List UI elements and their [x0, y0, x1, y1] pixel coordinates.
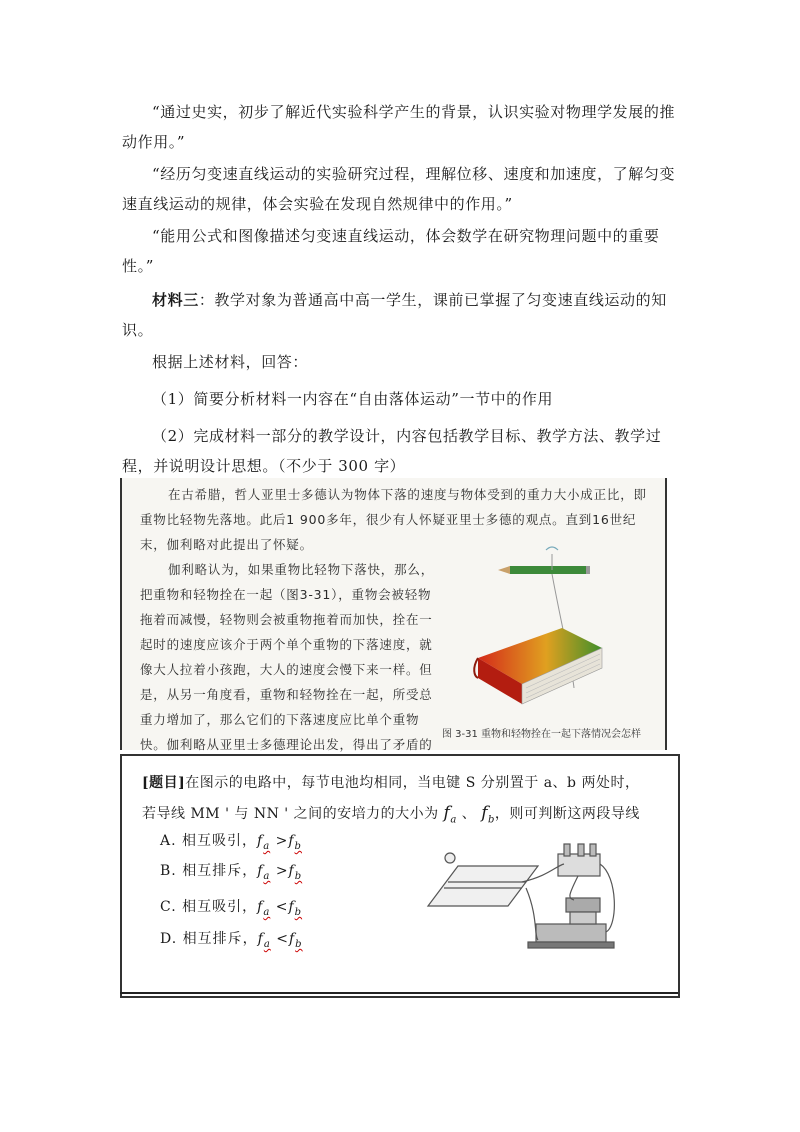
quote-paragraph-2: “经历匀变速直线运动的实验研究过程，理解位移、速度和加速度，了解匀变速直线运动的规律，体会实验在发现自然规律中的作用。” [122, 165, 676, 213]
quote-paragraph-1: “通过史实，初步了解近代实验科学产生的背景，认识实验对物理学发展的推动作用。” [122, 103, 676, 151]
option-b: B. 相互排斥，$f_a >f_b$ [160, 863, 303, 882]
textbook-excerpt-image [120, 478, 667, 750]
force-symbol-a: $f_a$ [443, 803, 457, 826]
book-icon [474, 628, 602, 704]
question-stem [142, 768, 672, 835]
material-three-paragraph [122, 285, 678, 345]
material-three-label: 材料三 [152, 291, 199, 309]
option-c: C. 相互吸引，$f_a <f_b$ [160, 899, 303, 918]
question-2: （2）完成材料一部分的教学设计，内容包括教学目标、教学方法、教学过程，并说明设计思想。（不少于 300 字） [122, 427, 662, 475]
exam-question-box [120, 754, 680, 998]
question-1: （1）简要分析材料一内容在“自由落体运动”一节中的作用 [152, 390, 554, 408]
pencil-icon [498, 566, 590, 574]
question-stem-line-1: 在图示的电路中，每节电池均相同，当电键 S 分别置于 a、b 两处时， [185, 775, 640, 791]
quote-paragraph-3: “能用公式和图像描述匀变速直线运动，体会数学在研究物理问题中的重要性。” [122, 227, 660, 275]
option-a: A. 相互吸引，$f_a >f_b$ [160, 833, 302, 852]
question-stem-line-3: ，则可判断这两段导线 [494, 806, 640, 822]
question-stem-line-2: 若导线 MM ' 与 NN ' 之间的安培力的大小为 [142, 806, 439, 822]
excerpt-paragraph-1: 在古希腊，哲人亚里士多德认为物体下落的速度与物体受到的重力大小成正比，即重物比轻物先落地。此后1 900多年，很少有人怀疑亚里士多德的观点。直到16世纪末，伽利略对此提出了怀疑。 [140, 487, 647, 552]
material-three-text: ：教学对象为普通高中高一学生，课前已掌握了匀变速直线运动的知识。 [122, 291, 667, 339]
excerpt-paragraph-2: 伽利略认为，如果重物比轻物下落快，那么，把重物和轻物拴在一起（图3-31），重物会被轻物拖着而减慢，轻物则会被重物拖着而加快，拴在一起时的速度应该介于两个单个重物的下落速度，就像大人拉着小孩跑，大人的速度会慢下来一样。但是，从另一角度看，重物和轻物拴在一起，所受总重力增加了，那么它们的下落速度应比单个重物快。伽利略从亚里士多德理论出发，得出了矛盾的 [140, 562, 435, 752]
question-label: [题目] [142, 775, 186, 791]
bottom-rule [120, 992, 678, 994]
force-symbol-b: $f_b$ [481, 803, 495, 826]
prompt-paragraph: 根据上述材料，回答： [152, 353, 309, 371]
figure-caption: 图 3-31 重物和轻物拴在一起下落情况会怎样 [442, 729, 642, 740]
falling-objects-illustration [122, 478, 665, 750]
separator: 、 [461, 806, 477, 822]
option-d: D. 相互排斥，$f_a <f_b$ [160, 931, 303, 950]
circuit-diagram [418, 836, 658, 976]
